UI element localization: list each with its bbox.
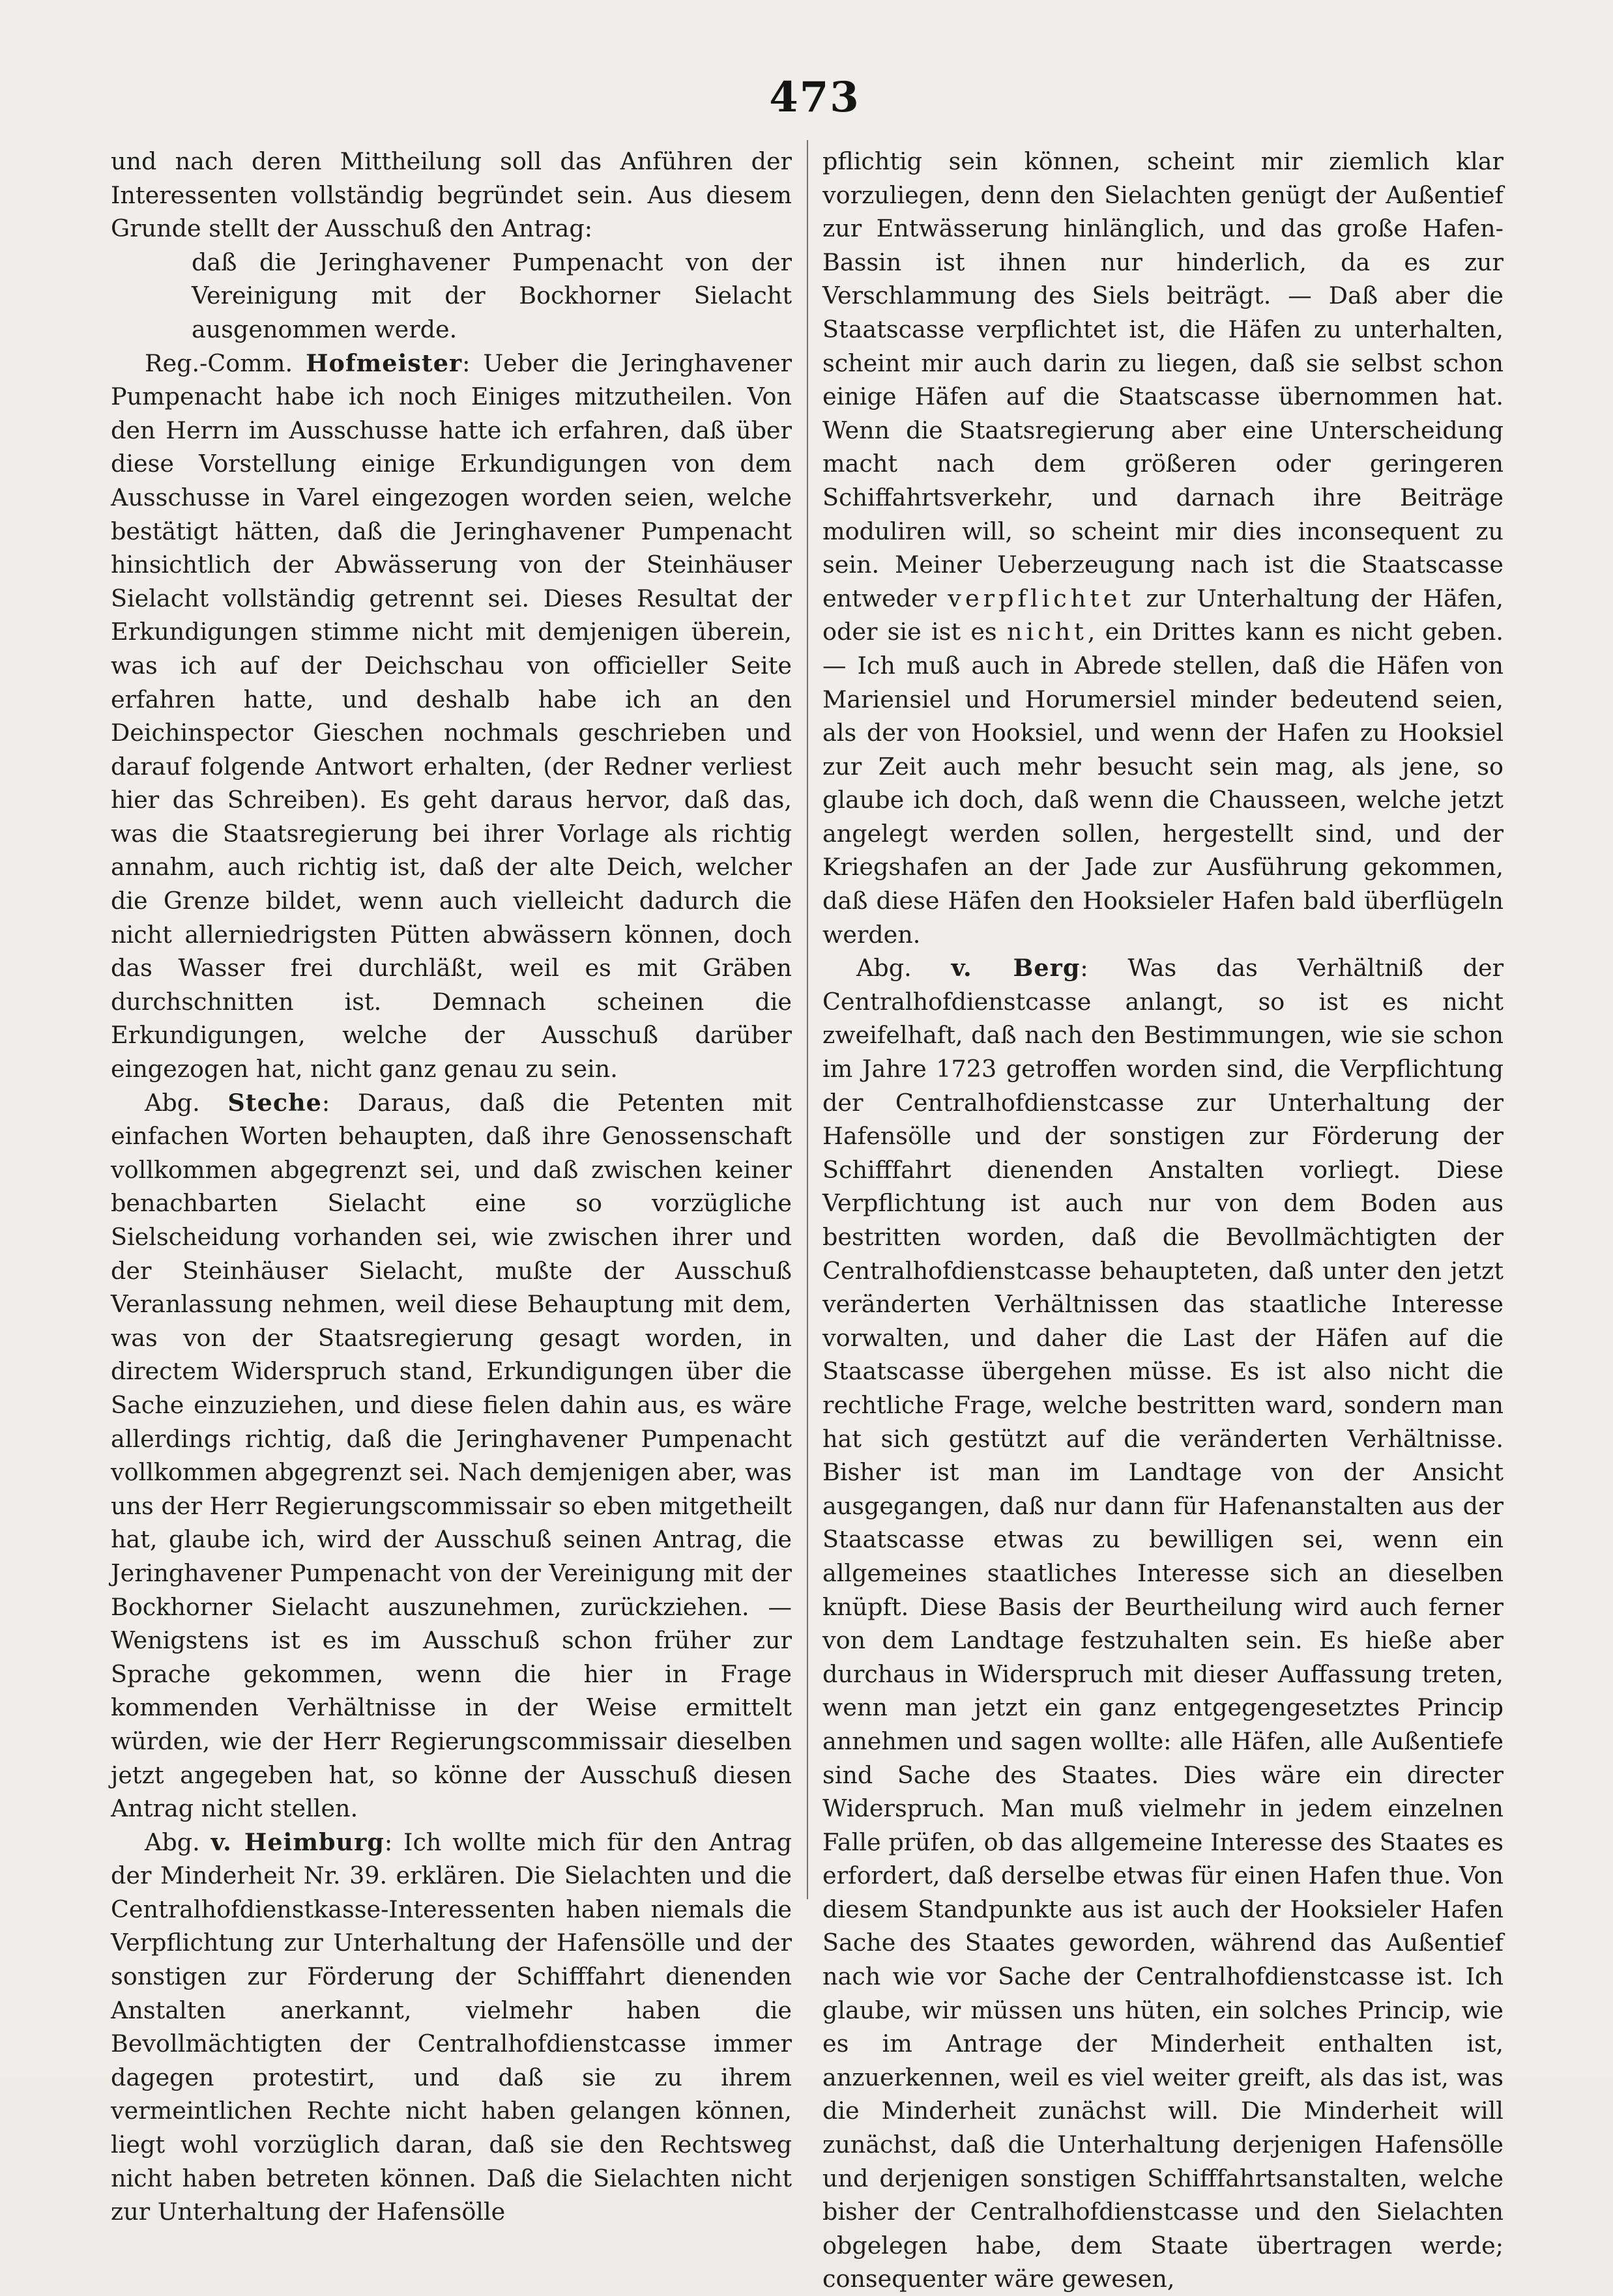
column-divider: [807, 140, 808, 1899]
speech-text: : Ueber die Jeringhavener Pumpenacht habe ich noch Einiges mitzutheilen. Von den Herrn im Ausschusse hatte ich erfahren, daß über diese Vorstellung einige Erkundigungen von dem Ausschusse in Varel eingezogen worden seien, welche bestätigt hätten, daß die Jeringhavener Pumpenacht hinsichtlich der Abwässerung von der Steinhäuser Sielacht vollständig getrennt sei. Dieses Resultat der Erkundigungen stimme nicht mit demjenigen überein, was ich auf der Deichschau von officieller Seite erfahren hatte, und deshalb habe ich an den Deichinspector Gieschen nochmals geschrieben und darauf folgende Antwort erhalten, (der Redner verliest hier das Schreiben). Es geht daraus hervor, daß das, was die Staatsregierung bei ihrer Vorlage als richtig annahm, auch richtig ist, daß der alte Deich, welcher die Grenze bildet, wenn auch vielleicht dadurch die nicht allerniedrigsten Pütten abwässern können, doch das Wasser frei durchläßt, weil es mit Gräben durchschnitten ist. Demnach scheinen die Erkundigungen, welche der Ausschuß darüber eingezogen hat, nicht ganz genau zu sein.: [111, 349, 792, 1083]
speaker-name: Hofmeister: [306, 349, 463, 377]
speaker-name: v. Heimburg: [211, 1828, 385, 1856]
speaker-name: Steche: [227, 1088, 322, 1117]
speaker-title: Abg.: [856, 954, 952, 983]
speech-text: : Ich wollte mich für den Antrag der Minderheit Nr. 39. erklären. Die Sielachten und die Centralhofdienstkasse-Interessenten haben niemals die Verpflichtung zur Unterhaltung der Hafensölle und der sonstigen zur Förderung der Schifffahrt dienenden Anstalten anerkannt, vielmehr haben die Bevollmächtigten der Centralhofdienstcasse immer dagegen protestirt, und daß sie zu ihrem vermeintlichen Rechte nicht haben gelangen können, liegt wohl vorzüglich daran, daß sie den Rechtsweg nicht haben betreten können. Daß die Sielachten nicht zur Unterhaltung der Hafensölle: [111, 1828, 792, 2226]
left-column: [111, 145, 792, 2229]
page-number: 473: [769, 73, 860, 122]
speech-paragraph: [111, 1826, 792, 2229]
speech-paragraph: [111, 347, 792, 1086]
speaker-title: Abg.: [145, 1828, 211, 1856]
paragraph: und nach deren Mittheilung soll das Anführen der Interessenten vollständig begründet sein. Aus diesem Grunde stellt der Ausschuß den Antrag:: [111, 147, 792, 243]
speech-paragraph: [822, 951, 1504, 2296]
paragraph: pflichtig sein können, scheint mir ziemlich klar vorzuliegen, denn den Sielachten genügt der Außentief zur Entwässerung hinlänglich, und das große Hafen-Bassin ist ihnen nur hinderlich, da es zur Verschlammung des Siels beiträgt. — Daß aber die Staatscasse verpflichtet ist, die Häfen zu unterhalten, scheint mir auch darin zu liegen, daß sie selbst schon einige Häfen auf die Staatscasse übernommen hat. Wenn die Staatsregierung aber eine Unterscheidung macht nach dem größeren oder geringeren Schiffahrtsverkehr, und darnach ihre Beiträge moduliren will, so scheint mir dies inconsequent zu sein. Meiner Ueberzeugung nach ist die Staatscasse entweder verpflichtet zur Unterhaltung der Häfen, oder sie ist es nicht, ein Drittes kann es nicht geben. — Ich muß auch in Abrede stellen, daß die Häfen von Mariensiel und Horumersiel minder bedeutend seien, als der von Hooksiel, und wenn der Hafen zu Hooksiel zur Zeit auch mehr besucht sein mag, als jene, so glaube ich doch, daß wenn die Chausseen, welche jetzt angelegt werden sollen, hergestellt sind, und der Kriegshafen an der Jade zur Ausführung gekommen, daß diese Häfen den Hooksieler Hafen bald überflügeln werden.: [822, 147, 1504, 949]
speech-text: : Daraus, daß die Petenten mit einfachen Worten behaupten, daß ihre Genossenschaft vollkommen abgegrenzt sei, und daß zwischen keiner benachbarten Sielacht eine so vorzügliche Sielscheidung vorhanden sei, wie zwischen ihrer und der Steinhäuser Sielacht, mußte der Ausschuß Veranlassung nehmen, weil diese Behauptung mit dem, was von der Staatsregierung gesagt worden, in directem Widerspruch stand, Erkundigungen über die Sache einzuziehen, und diese fielen dahin aus, es wäre allerdings richtig, daß die Jeringhavener Pumpenacht vollkommen abgegrenzt sei. Nach demjenigen aber, was uns der Herr Regierungscommissair so eben mitgetheilt hat, glaube ich, wird der Ausschuß seinen Antrag, die Jeringhavener Pumpenacht von der Vereinigung mit der Bockhorner Sielacht auszunehmen, zurückziehen. — Wenigstens ist es im Ausschuß schon früher zur Sprache gekommen, wenn die hier in Frage kommenden Verhältnisse in der Weise ermittelt würden, wie der Herr Regierungscommissair dieselben jetzt angegeben hat, so könne der Ausschuß diesen Antrag nicht stellen.: [111, 1088, 792, 1823]
speech-text: : Was das Verhältniß der Centralhofdienstcasse anlangt, so ist es nicht zweifelhaft, daß nach den Bestimmungen, wie sie schon im Jahre 1723 getroffen worden sind, die Verpflichtung der Centralhofdienstcasse zur Unterhaltung der Hafensölle und der sonstigen zur Förderung der Schifffahrt dienenden Anstalten vorliegt. Diese Verpflichtung ist auch nur von dem Boden aus bestritten worden, daß die Bevollmächtigten der Centralhofdienstcasse behaupteten, daß unter den jetzt veränderten Verhältnissen das staatliche Interesse vorwalten, und daher die Last der Häfen auf die Staatscasse übergehen müsse. Es ist also nicht die rechtliche Frage, welche bestritten ward, sondern man hat sich gestützt auf die veränderten Verhältnisse. Bisher ist man im Landtage von der Ansicht ausgegangen, daß nur dann für Hafenanstalten aus der Staatscasse etwas zu bewilligen sei, wenn ein allgemeines staatliches Interesse sich an dieselben knüpft. Diese Basis der Beurtheilung wird auch ferner von dem Landtage festzuhalten sein. Es hieße aber durchaus in Widerspruch mit dieser Auffassung treten, wenn man jetzt ein ganz entgegengesetztes Princip annehmen und sagen wollte: alle Häfen, alle Außentiefe sind Sache des Staates. Dies wäre ein directer Widerspruch. Man muß vielmehr in jedem einzelnen Falle prüfen, ob das allgemeine Interesse des Staates es erfordert, daß derselbe etwas für einen Hafen thue. Von diesem Standpunkte aus ist auch der Hooksieler Hafen Sache des Staates geworden, während das Außentief nach wie vor Sache der Centralhofdienstcasse ist. Ich glaube, wir müssen uns hüten, ein solches Princip, wie es im Antrage der Minderheit enthalten ist, anzuerkennen, weil es viel weiter greift, als das ist, was die Minderheit zunächst will. Die Minderheit will zunächst, daß die Unterhaltung derjenigen Hafensölle und derjenigen sonstigen Schifffahrtsanstalten, welche bisher der Centralhofdienstcasse und den Sielachten obgelegen habe, dem Staate übertragen werde; consequenter wäre gewesen,: [822, 954, 1504, 2293]
right-column: [822, 145, 1504, 2296]
speech-paragraph: [111, 1086, 792, 1826]
speaker-title: Reg.-Comm.: [145, 349, 306, 377]
speaker-title: Abg.: [145, 1088, 228, 1117]
speaker-name: v. Berg: [951, 954, 1081, 983]
motion-quote: daß die Jeringhavener Pumpenacht von der Vereinigung mit der Bockhorner Sielacht ausgenommen werde.: [192, 248, 792, 343]
